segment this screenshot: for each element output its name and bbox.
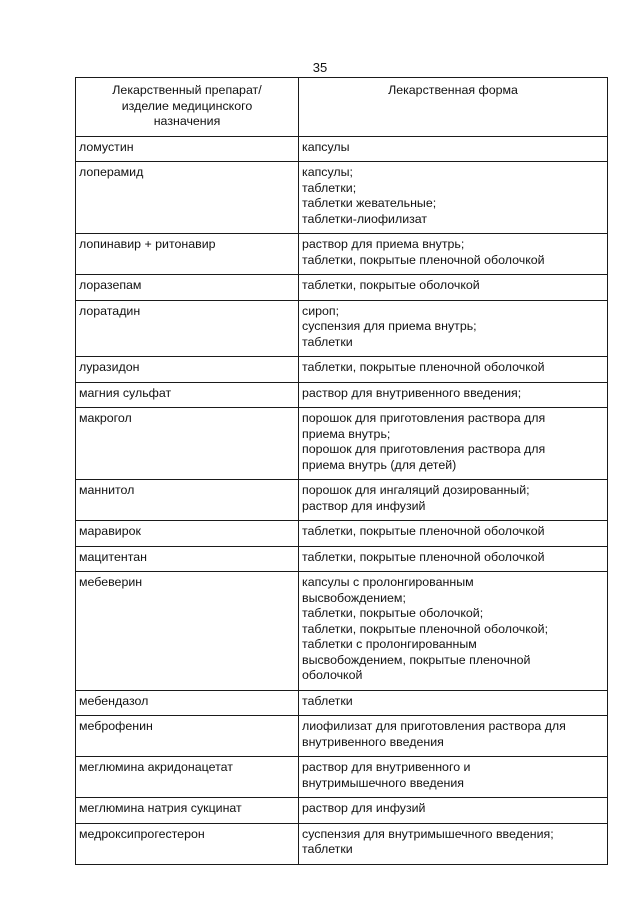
dosage-form-cell xyxy=(299,690,608,716)
dosage-form-line: высвобождением, покрытые пленочной xyxy=(302,652,531,667)
drug-name-cell: маннитол xyxy=(76,480,299,521)
drug-name-cell: лопинавир + ритонавир xyxy=(76,234,299,275)
dosage-form-cell xyxy=(299,300,608,357)
table-row xyxy=(76,136,608,162)
header-drug-name-line: Лекарственный препарат/ xyxy=(112,83,262,97)
table-row xyxy=(76,357,608,383)
dosage-form-line: высвобождением; xyxy=(302,590,406,605)
dosage-form-line: внутривенного введения xyxy=(302,734,444,749)
dosage-form-cell xyxy=(299,757,608,798)
header-drug-name-line: изделие медицинского xyxy=(121,98,253,113)
dosage-form-line: таблетки, покрытые пленочной оболочкой xyxy=(302,360,545,374)
dosage-form-line: таблетки; xyxy=(302,180,357,195)
dosage-form-line: таблетки xyxy=(302,693,353,708)
drug-name-cell: лоратадин xyxy=(76,300,299,357)
dosage-form-cell xyxy=(299,162,608,234)
drug-name-cell: мацитентан xyxy=(76,546,299,572)
dosage-form-cell xyxy=(299,136,608,162)
table-row xyxy=(76,300,608,357)
dosage-form-cell xyxy=(299,798,608,824)
drug-name-cell: магния сульфат xyxy=(76,382,299,408)
dosage-form-cell xyxy=(299,275,608,301)
dosage-form-line: раствор для приема внутрь; xyxy=(302,237,465,251)
drug-name-cell: меброфенин xyxy=(76,716,299,757)
dosage-form-cell xyxy=(299,823,608,864)
table-row xyxy=(76,234,608,275)
dosage-form-line: капсулы xyxy=(302,139,350,154)
dosage-form-line: таблетки жевательные; xyxy=(302,196,437,210)
drug-name-cell: маравирок xyxy=(76,521,299,547)
drug-name-cell: меглюмина натрия сукцинат xyxy=(76,798,299,824)
drug-name-cell: меглюмина акридонацетат xyxy=(76,757,299,798)
table-row xyxy=(76,716,608,757)
dosage-form-cell xyxy=(299,521,608,547)
table-row xyxy=(76,823,608,864)
table-row xyxy=(76,757,608,798)
table-row xyxy=(76,521,608,547)
dosage-form-line: таблетки с пролонгированным xyxy=(302,637,477,651)
dosage-form-cell xyxy=(299,716,608,757)
table-row xyxy=(76,572,608,691)
page-number: 35 xyxy=(312,60,328,75)
table-header-row xyxy=(76,78,608,137)
table-row xyxy=(76,798,608,824)
drug-name-cell: лоперамид xyxy=(76,162,299,234)
drug-table xyxy=(75,77,608,865)
dosage-form-line: таблетки xyxy=(302,334,353,349)
dosage-form-line: таблетки, покрытые оболочкой xyxy=(302,278,480,292)
dosage-form-line: суспензия для приема внутрь; xyxy=(302,319,477,333)
dosage-form-line: раствор для инфузий xyxy=(302,498,426,513)
drug-name-cell: луразидон xyxy=(76,357,299,383)
drug-name-cell: лоразепам xyxy=(76,275,299,301)
table-row xyxy=(76,162,608,234)
table-row xyxy=(76,480,608,521)
dosage-form-line: порошок для приготовления раствора для xyxy=(302,411,546,425)
dosage-form-line: таблетки-лиофилизат xyxy=(302,211,428,226)
dosage-form-line: порошок для ингаляций дозированный; xyxy=(302,483,530,497)
dosage-form-line: суспензия для внутримышечного введения; xyxy=(302,826,554,841)
dosage-form-line: приема внутрь (для детей) xyxy=(302,457,457,472)
dosage-form-line: капсулы с пролонгированным xyxy=(302,575,474,589)
dosage-form-line: раствор для инфузий xyxy=(302,801,426,815)
dosage-form-line: лиофилизат для приготовления раствора для xyxy=(302,719,566,733)
header-dosage-form xyxy=(299,78,608,137)
dosage-form-cell xyxy=(299,234,608,275)
table-row xyxy=(76,382,608,408)
table-row xyxy=(76,408,608,480)
drug-name-cell: макрогол xyxy=(76,408,299,480)
dosage-form-cell xyxy=(299,357,608,383)
dosage-form-line: сироп; xyxy=(302,303,340,318)
dosage-form-cell xyxy=(299,480,608,521)
dosage-form-line: таблетки xyxy=(302,842,353,856)
table-row xyxy=(76,275,608,301)
drug-name-cell: мебендазол xyxy=(76,690,299,716)
dosage-form-line: оболочкой xyxy=(302,668,363,682)
dosage-form-cell xyxy=(299,572,608,691)
header-drug-name-line: назначения xyxy=(153,114,221,128)
dosage-form-line: раствор для внутривенного введения; xyxy=(302,385,522,400)
dosage-form-line: раствор для внутривенного и xyxy=(302,760,471,774)
dosage-form-cell xyxy=(299,408,608,480)
dosage-form-line: порошок для приготовления раствора для xyxy=(302,442,546,456)
dosage-form-line: таблетки, покрытые пленочной оболочкой; xyxy=(302,621,549,636)
drug-name-cell: медроксипрогестерон xyxy=(76,823,299,864)
dosage-form-line: таблетки, покрытые пленочной оболочкой xyxy=(302,524,545,538)
header-drug-name xyxy=(76,78,299,137)
dosage-form-line: таблетки, покрытые оболочкой; xyxy=(302,606,484,620)
dosage-form-line: таблетки, покрытые пленочной оболочкой xyxy=(302,252,545,267)
table-row xyxy=(76,546,608,572)
drug-name-cell: мебеверин xyxy=(76,572,299,691)
drug-name-cell: ломустин xyxy=(76,136,299,162)
dosage-form-line: таблетки, покрытые пленочной оболочкой xyxy=(302,549,545,564)
dosage-form-line: внутримышечного введения xyxy=(302,775,464,790)
dosage-form-cell xyxy=(299,382,608,408)
header-dosage-form-line: Лекарственная форма xyxy=(388,83,518,97)
dosage-form-line: приема внутрь; xyxy=(302,426,391,441)
dosage-form-line: капсулы; xyxy=(302,165,353,179)
table-row xyxy=(76,690,608,716)
dosage-form-cell xyxy=(299,546,608,572)
